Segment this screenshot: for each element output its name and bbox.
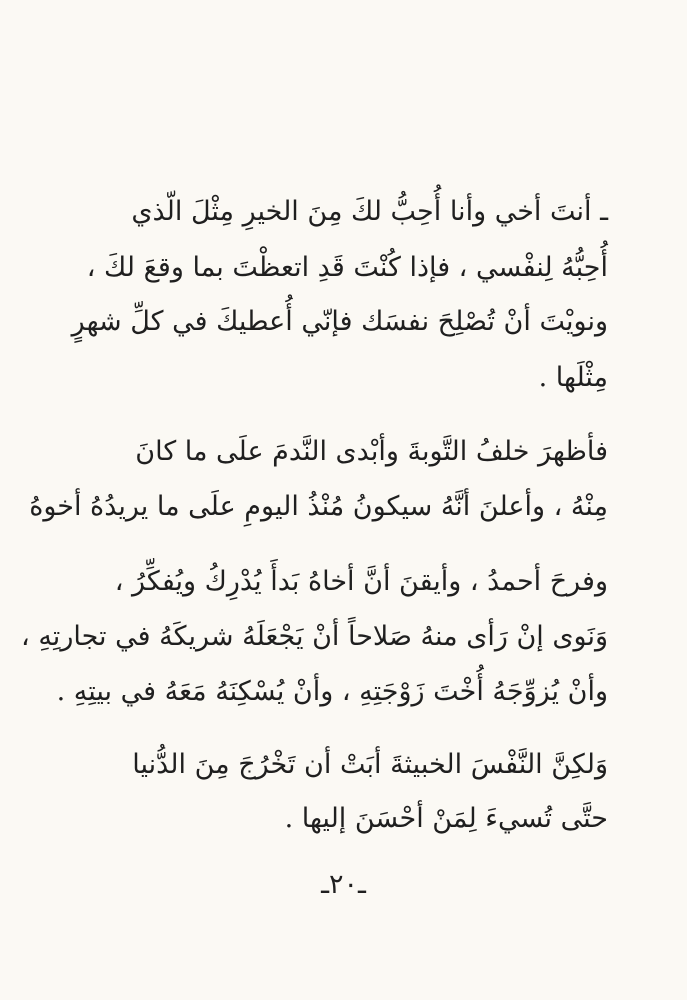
text-line: أُحِبُّهُ لِنفْسي ، فإذا كُنْتَ قَدِ اتعظْتَ بما وقعَ لكَ ، [86,252,608,283]
text-line: وَنَوى إنْ رَأى منهُ صَلاحاً أنْ يَجْعَلَهُ شريكَهُ في تجارتِهِ ، [21,621,608,652]
page-number-container [0,868,687,902]
text-line: ونويْتَ أنْ تُصْلِحَ نفسَك فإنّي أُعطيكَ في كلِّ شهرٍ [71,306,608,337]
text-line: مِنْهُ ، وأعلنَ أنَّهُ سيكونُ مُنْذُ اليومِ علَى ما يريدُهُ أخوهُ [29,491,608,522]
text-line: مِثْلَها . [538,362,608,393]
text-line: فأظهرَ خلفُ التَّوبةَ وأبْدى النَّدمَ علَى ما كانَ [135,436,608,467]
text-line: وفرحَ أحمدُ ، وأيقنَ أنَّ أخاهُ بَدأَ يُدْرِكُ ويُفكِّرُ ، [114,566,608,597]
text-line: حتَّى تُسيءَ لِمَنْ أحْسَنَ إليها . [284,803,608,834]
text-line: وأنْ يُزوِّجَهُ أُخْتَ زَوْجَتِهِ ، وأنْ يُسْكِنَهُ مَعَهُ في بيتِهِ . [56,676,608,707]
text-line: وَلكِنَّ النَّفْسَ الخبيثةَ أبَتْ أن تَخْرُجَ مِنَ الدُّنيا [132,749,608,780]
page-number: ـ٢٠ـ [321,869,366,900]
text-line: ـ أنتَ أخي وأنا أُحِبُّ لكَ مِنَ الخيرِ مِثْلَ الّذي [131,196,608,227]
